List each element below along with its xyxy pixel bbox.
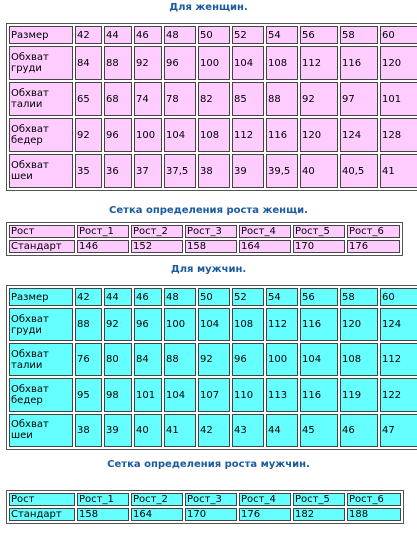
table-cell: 124 bbox=[380, 308, 417, 341]
table-cell: 92 bbox=[104, 308, 132, 341]
table-row bbox=[9, 343, 417, 376]
table-row bbox=[9, 288, 417, 306]
women-height-title: Сетка определения роста женщи. bbox=[109, 205, 308, 216]
row-label: Обхват бедер bbox=[9, 378, 73, 411]
header-cell: Рост_4 bbox=[239, 225, 291, 238]
table-cell: 112 bbox=[232, 118, 264, 152]
table-cell: 40 bbox=[300, 154, 338, 188]
table-cell: 182 bbox=[293, 508, 345, 521]
header-cell: Рост_6 bbox=[347, 493, 401, 506]
table-cell: 116 bbox=[300, 308, 338, 341]
header-cell: Рост_3 bbox=[185, 493, 237, 506]
table-row bbox=[9, 378, 417, 411]
table-cell: 158 bbox=[77, 508, 129, 521]
table-cell: 116 bbox=[300, 378, 338, 411]
table-row bbox=[9, 154, 417, 188]
table-cell: Стандарт bbox=[9, 508, 75, 521]
table-cell: 39 bbox=[104, 414, 132, 447]
table-cell: 176 bbox=[347, 240, 400, 253]
row-label: Обхват шеи bbox=[9, 414, 73, 447]
table-cell: 44 bbox=[266, 414, 298, 447]
table-cell: 176 bbox=[239, 508, 291, 521]
table-cell: 96 bbox=[104, 118, 132, 152]
table-cell: 41 bbox=[380, 154, 417, 188]
table-cell: 44 bbox=[104, 26, 132, 44]
header-cell: Рост_2 bbox=[131, 493, 183, 506]
table-cell: 84 bbox=[75, 46, 102, 80]
table-cell: 58 bbox=[340, 26, 378, 44]
header-cell: Рост_5 bbox=[293, 225, 345, 238]
table-cell: 100 bbox=[134, 118, 162, 152]
table-cell: 58 bbox=[340, 288, 378, 306]
table-cell: 82 bbox=[198, 82, 230, 116]
table-cell: 80 bbox=[104, 343, 132, 376]
table-cell: 92 bbox=[300, 82, 338, 116]
table-cell: 113 bbox=[266, 378, 298, 411]
table-cell: 88 bbox=[266, 82, 298, 116]
table-cell: 47 bbox=[380, 414, 417, 447]
table-row bbox=[9, 26, 417, 44]
table-cell: Стандарт bbox=[9, 240, 75, 253]
table-cell: 112 bbox=[380, 343, 417, 376]
row-label: Обхват шеи bbox=[9, 154, 73, 188]
table-row bbox=[9, 118, 417, 152]
row-label: Обхват талии bbox=[9, 343, 73, 376]
table-cell: 146 bbox=[77, 240, 129, 253]
table-cell: 98 bbox=[104, 378, 132, 411]
table-cell: 92 bbox=[198, 343, 230, 376]
table-cell: 44 bbox=[104, 288, 132, 306]
men-height-table bbox=[6, 490, 404, 524]
table-cell: 96 bbox=[134, 308, 162, 341]
table-cell: 54 bbox=[266, 26, 298, 44]
table-cell: 88 bbox=[164, 343, 196, 376]
table-cell: 52 bbox=[232, 288, 264, 306]
table-cell: 38 bbox=[75, 414, 102, 447]
table-cell: 46 bbox=[134, 288, 162, 306]
header-cell: Рост_6 bbox=[347, 225, 400, 238]
table-cell: 43 bbox=[232, 414, 264, 447]
header-cell: Рост bbox=[9, 493, 75, 506]
table-cell: 119 bbox=[340, 378, 378, 411]
row-label: Обхват груди bbox=[9, 46, 73, 80]
table-cell: 40,5 bbox=[340, 154, 378, 188]
table-cell: 40 bbox=[134, 414, 162, 447]
table-cell: 170 bbox=[185, 508, 237, 521]
table-cell: 104 bbox=[232, 46, 264, 80]
table-cell: 108 bbox=[340, 343, 378, 376]
table-cell: 48 bbox=[164, 288, 196, 306]
women-section-title: Для женщин. bbox=[169, 2, 248, 13]
table-cell: 37,5 bbox=[164, 154, 196, 188]
table-cell: 104 bbox=[300, 343, 338, 376]
header-cell: Рост_1 bbox=[77, 225, 129, 238]
table-cell: 108 bbox=[266, 46, 298, 80]
table-cell: 68 bbox=[104, 82, 132, 116]
table-row bbox=[9, 508, 401, 521]
women-height-table bbox=[6, 222, 403, 256]
table-cell: 112 bbox=[300, 46, 338, 80]
table-cell: 158 bbox=[185, 240, 237, 253]
table-cell: 101 bbox=[134, 378, 162, 411]
table-cell: 48 bbox=[164, 26, 196, 44]
table-cell: 104 bbox=[164, 378, 196, 411]
table-cell: 100 bbox=[266, 343, 298, 376]
table-cell: 35 bbox=[75, 154, 102, 188]
table-cell: 46 bbox=[340, 414, 378, 447]
table-cell: 39 bbox=[232, 154, 264, 188]
row-label: Обхват груди bbox=[9, 308, 73, 341]
table-cell: 104 bbox=[164, 118, 196, 152]
table-cell: 122 bbox=[380, 378, 417, 411]
table-row bbox=[9, 82, 417, 116]
table-cell: 39,5 bbox=[266, 154, 298, 188]
table-cell: 107 bbox=[198, 378, 230, 411]
table-row bbox=[9, 414, 417, 447]
table-cell: 60 bbox=[380, 26, 417, 44]
table-cell: 37 bbox=[134, 154, 162, 188]
table-cell: 104 bbox=[198, 308, 230, 341]
table-cell: 188 bbox=[347, 508, 401, 521]
table-row bbox=[9, 46, 417, 80]
table-row bbox=[9, 240, 400, 253]
header-cell: Рост_2 bbox=[131, 225, 183, 238]
row-label: Обхват бедер bbox=[9, 118, 73, 152]
table-cell: 108 bbox=[198, 118, 230, 152]
table-cell: 120 bbox=[300, 118, 338, 152]
table-cell: 52 bbox=[232, 26, 264, 44]
table-cell: 100 bbox=[164, 308, 196, 341]
header-cell: Рост_3 bbox=[185, 225, 237, 238]
table-cell: 65 bbox=[75, 82, 102, 116]
table-cell: 78 bbox=[164, 82, 196, 116]
table-cell: 50 bbox=[198, 26, 230, 44]
row-label: Размер bbox=[9, 288, 73, 306]
table-cell: 108 bbox=[232, 308, 264, 341]
table-cell: 88 bbox=[104, 46, 132, 80]
table-cell: 116 bbox=[340, 46, 378, 80]
table-cell: 45 bbox=[300, 414, 338, 447]
table-cell: 164 bbox=[239, 240, 291, 253]
women-size-table bbox=[6, 23, 417, 191]
table-cell: 96 bbox=[232, 343, 264, 376]
table-cell: 76 bbox=[75, 343, 102, 376]
table-cell: 101 bbox=[380, 82, 417, 116]
table-cell: 120 bbox=[380, 46, 417, 80]
table-cell: 42 bbox=[75, 26, 102, 44]
table-cell: 42 bbox=[75, 288, 102, 306]
table-cell: 116 bbox=[266, 118, 298, 152]
men-size-table bbox=[6, 285, 417, 450]
header-row bbox=[9, 225, 400, 238]
men-section-title: Для мужчин. bbox=[170, 264, 247, 275]
table-cell: 95 bbox=[75, 378, 102, 411]
table-cell: 152 bbox=[131, 240, 183, 253]
table-cell: 120 bbox=[340, 308, 378, 341]
table-cell: 124 bbox=[340, 118, 378, 152]
row-label: Размер bbox=[9, 26, 73, 44]
table-cell: 128 bbox=[380, 118, 417, 152]
table-cell: 54 bbox=[266, 288, 298, 306]
header-cell: Рост bbox=[9, 225, 75, 238]
table-cell: 112 bbox=[266, 308, 298, 341]
table-cell: 84 bbox=[134, 343, 162, 376]
table-cell: 56 bbox=[300, 26, 338, 44]
table-cell: 88 bbox=[75, 308, 102, 341]
table-cell: 164 bbox=[131, 508, 183, 521]
table-cell: 85 bbox=[232, 82, 264, 116]
header-row bbox=[9, 493, 401, 506]
header-cell: Рост_4 bbox=[239, 493, 291, 506]
table-cell: 46 bbox=[134, 26, 162, 44]
table-row bbox=[9, 308, 417, 341]
header-cell: Рост_1 bbox=[77, 493, 129, 506]
table-cell: 50 bbox=[198, 288, 230, 306]
table-cell: 74 bbox=[134, 82, 162, 116]
table-cell: 56 bbox=[300, 288, 338, 306]
table-cell: 60 bbox=[380, 288, 417, 306]
table-cell: 170 bbox=[293, 240, 345, 253]
table-cell: 110 bbox=[232, 378, 264, 411]
row-label: Обхват талии bbox=[9, 82, 73, 116]
table-cell: 42 bbox=[198, 414, 230, 447]
table-cell: 41 bbox=[164, 414, 196, 447]
header-cell: Рост_5 bbox=[293, 493, 345, 506]
table-cell: 100 bbox=[198, 46, 230, 80]
table-cell: 97 bbox=[340, 82, 378, 116]
table-cell: 92 bbox=[134, 46, 162, 80]
table-cell: 92 bbox=[75, 118, 102, 152]
table-cell: 38 bbox=[198, 154, 230, 188]
table-cell: 36 bbox=[104, 154, 132, 188]
table-cell: 96 bbox=[164, 46, 196, 80]
men-height-title: Сетка определения роста мужчин. bbox=[107, 459, 310, 470]
